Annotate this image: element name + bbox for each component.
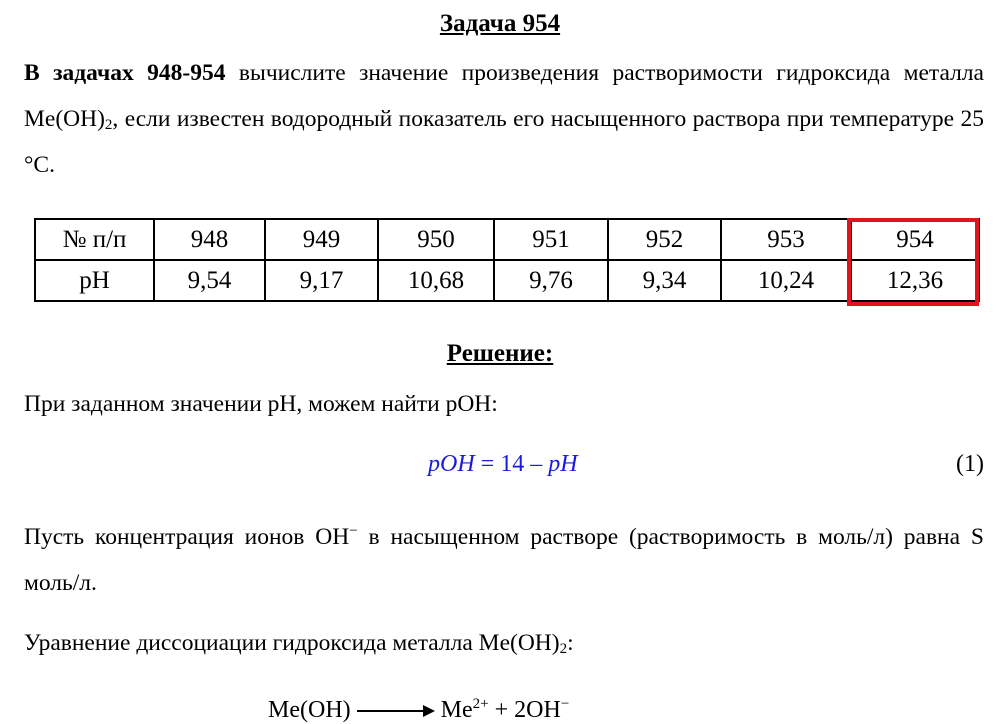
problem-title: Задача 954	[439, 10, 561, 37]
statement-text-1: вычислите значение произведения растворимости гидроксида металла Me(OH)	[24, 60, 984, 132]
reaction-arrow-icon	[357, 705, 435, 717]
statement-subscript: 2	[104, 117, 113, 133]
problem-range: В задачах 948-954	[24, 60, 226, 86]
header-label-cell: № п/п	[35, 219, 154, 260]
table-cell-highlighted: 954	[851, 219, 979, 260]
formula-poh	[428, 451, 578, 478]
solution-title: Решение:	[446, 340, 554, 367]
table-cell: 950	[378, 219, 494, 260]
formula-rhs: pH	[548, 451, 578, 477]
ph-label-cell: pH	[35, 260, 154, 301]
p2-text-2: в насыщенном растворе (растворимость в моль/л) равна S моль/л.	[24, 524, 984, 596]
formula-number: 14	[500, 451, 525, 477]
reaction-product-1-charge: 2+	[472, 696, 489, 712]
table-cell: 948	[154, 219, 265, 260]
solution-paragraph-3	[24, 620, 984, 666]
reaction-product-2: 2OH	[514, 697, 561, 723]
p3-text-1: Уравнение диссоциации гидроксида металла Me(OH)	[24, 630, 560, 656]
reaction-product-2-charge: −	[560, 696, 570, 712]
formula-equals: =	[474, 451, 501, 477]
table-row-numbers	[35, 219, 979, 260]
problem-statement	[24, 50, 984, 188]
table-cell: 953	[721, 219, 851, 260]
reaction-product-1: Me	[440, 697, 473, 723]
p2-superscript: −	[349, 523, 358, 539]
table-cell: 952	[608, 219, 721, 260]
equation-number: (1)	[956, 451, 984, 477]
formula-lhs: pOH	[428, 451, 475, 477]
ph-data-table	[34, 218, 980, 302]
highlight-box	[847, 218, 979, 306]
statement-text-2: , если известен водородный показатель его насыщенного раствора при температуре 25 °С.	[24, 106, 984, 178]
table-cell: 9,54	[154, 260, 265, 301]
solution-paragraph-1: При заданном значении pH, можем найти pOH:	[24, 391, 498, 417]
table-cell: 9,17	[265, 260, 378, 301]
table-cell: 10,24	[721, 260, 851, 301]
table-cell: 951	[494, 219, 608, 260]
reaction-left: Me(OH)	[268, 697, 351, 723]
table-cell: 9,34	[608, 260, 721, 301]
p2-text-1: Пусть концентрация ионов OH	[24, 524, 350, 550]
p3-subscript: 2	[559, 641, 568, 657]
table-row-ph	[35, 260, 979, 301]
solution-paragraph-2	[24, 514, 984, 606]
table-cell: 9,76	[494, 260, 608, 301]
table-cell-highlighted: 12,36	[851, 260, 979, 301]
table-cell: 949	[265, 219, 378, 260]
formula-minus: –	[524, 451, 549, 477]
reaction-plus: +	[488, 697, 515, 723]
table-cell: 10,68	[378, 260, 494, 301]
p3-text-2: :	[567, 630, 574, 656]
